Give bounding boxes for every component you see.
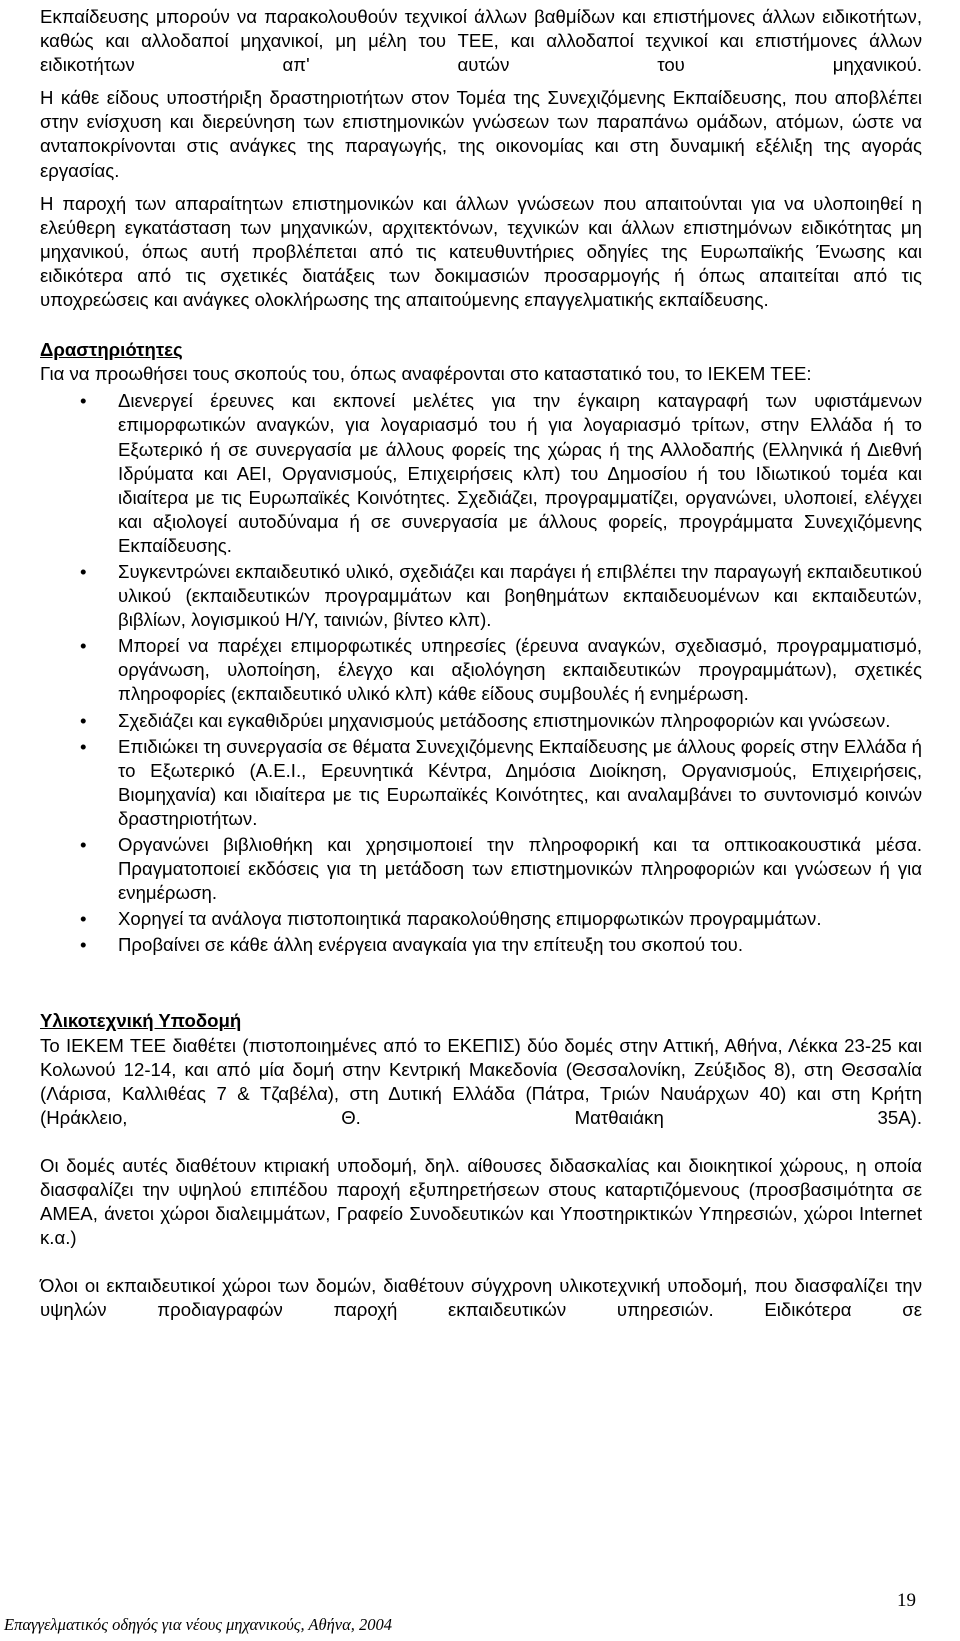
activities-list	[40, 389, 922, 957]
paragraph: Το ΙΕΚΕΜ ΤΕΕ διαθέτει (πιστοποιημένες από το ΕΚΕΠΙΣ) δύο δομές στην Αττική, Αθήνα, Λέκκα 23-25 και Κολωνού 12-14, και από μία δομή στην Κεντρική Μακεδονία (Θεσσαλονίκη, Ζεύξιδος 8), στη Θεσσαλία (Λάρισα, Καλλιθέας 7 & Τζαβέλα), στη Δυτική Ελλάδα (Πάτρα, Τριών Ναυάρχων 40) και στη Κρήτη (Ηράκλειο, Θ. Ματθαιάκη 35Α).	[40, 1034, 922, 1128]
footer-caption: Επαγγελματικός οδηγός για νέους μηχανικούς, Αθήνα, 2004	[4, 1615, 393, 1634]
bullet-icon: •	[80, 635, 87, 657]
activities-intro: Για να προωθήσει τους σκοπούς του, όπως αναφέρονται στο καταστατικό του, το ΙΕΚΕΜ ΤΕΕ:	[40, 363, 812, 385]
bullet-icon: •	[80, 560, 87, 582]
bullet-icon: •	[80, 934, 87, 956]
list-item	[40, 634, 922, 706]
list-item	[40, 560, 922, 632]
document-body	[40, 5, 922, 1323]
list-item-text: Μπορεί να παρέχει επιμορφωτικές υπηρεσίες (έρευνα αναγκών, σχεδιασμό, προγραμματισμό, οργάνωση, υλοποίηση, έλεγχο και αξιολόγηση εκπαιδευτικών προγραμμάτων), σχετικές πληροφορίες (εκπαιδευτικό υλικό κλπ) κάθε είδους συμβουλές ή ενημέρωση.	[118, 635, 922, 705]
bullet-icon: •	[80, 709, 87, 731]
list-item-text: Οργανώνει βιβλιοθήκη και χρησιμοποιεί την πληροφορική και τα οπτικοακουστικά μέσα. Πραγματοποιεί εκδόσεις για τη μετάδοση των επιστημονικών πληροφοριών και γνώσεων ή για ενημέρωση.	[118, 834, 922, 904]
list-item-text: Διενεργεί έρευνες και εκπονεί μελέτες για την έγκαιρη καταγραφή των υφιστάμενων επιμορφωτικών αναγκών, για λογαριασμό του ή για λογαριασμό τρίτων, στην Ελλάδα ή το Εξωτερικό ή σε συνεργασία με άλλους φορείς της χώρας ή της Αλλοδαπής (Ελληνικά ή Διεθνή Ιδρύματα και ΑΕΙ, Οργανισμούς, Επιχειρήσεις κλπ) του Δημοσίου ή του Ιδιωτικού τομέα και ιδιαίτερα με τις Ευρωπαϊκές Κοινότητες. Σχεδιάζει, προγραμματίζει, οργανώνει, υλοποιεί, ελέγχει και αξιολογεί αυτοδύναμα ή σε συνεργασία με άλλους φορείς, προγράμματα Συνεχιζόμενης Εκπαίδευσης.	[118, 390, 922, 556]
paragraph: Όλοι οι εκπαιδευτικοί χώροι των δομών, διαθέτουν σύγχρονη υλικοτεχνική υποδομή, που διασφαλίζει την υψηλών προδιαγραφών παροχή εκπαιδευτικών υπηρεσιών. Ειδικότερα σε	[40, 1275, 922, 1321]
list-item-text: Επιδιώκει τη συνεργασία σε θέματα Συνεχιζόμενης Εκπαίδευσης με άλλους φορείς στην Ελλάδα ή το Εξωτερικό (Α.Ε.Ι., Ερευνητικά Κέντρα, Δημόσια Διοίκηση, Οργανισμούς, Επιχειρήσεις, Βιομηχανία) και ιδιαίτερα με τις Ευρωπαϊκές Κοινότητες, και αναλαμβάνει το συντονισμό κοινών δραστηριοτήτων.	[118, 735, 922, 829]
list-item	[40, 933, 922, 957]
bullet-icon: •	[80, 390, 87, 412]
paragraph: Εκπαίδευσης μπορούν να παρακολουθούν τεχνικοί άλλων βαθμίδων και επιστήμονες άλλων ειδικοτήτων, καθώς και αλλοδαποί μηχανικοί, μη μέλη του ΤΕΕ, και αλλοδαποί τεχνικοί και επιστήμονες άλλων ειδικοτήτων απ' αυτών του μηχανικού.	[40, 6, 922, 76]
paragraph: Η παροχή των απαραίτητων επιστημονικών και άλλων γνώσεων που απαιτούνται για να υλοποιηθεί η ελεύθερη εγκατάσταση των μηχανικών, αρχιτεκτόνων, τεχνικών και άλλων επιστημόνων ειδικότητας μη μηχανικού, όπως αυτή προβλέπεται από τις κατευθυντήριες οδηγίες της Ευρωπαϊκής Ένωσης και ειδικότερα από τις σχετικές διατάξεις των δοκιμασιών προσαρμογής ή όπως απαιτείται από τις υποχρεώσεις και ανάγκες ολοκλήρωσης της απαιτούμενης επαγγελματικής εκπαίδευσης.	[40, 192, 922, 311]
bullet-icon: •	[80, 834, 87, 855]
list-item-text: Σχεδιάζει και εγκαθιδρύει μηχανισμούς μετάδοσης επιστημονικών πληροφοριών και γνώσεων.	[118, 709, 891, 731]
list-item	[40, 735, 922, 831]
paragraph: Η κάθε είδους υποστήριξη δραστηριοτήτων στον Τομέα της Συνεχιζόμενης Εκπαίδευσης, που αποβλέπει στην ενίσχυση και διερεύνηση των επιστημονικών γνώσεων των παραπάνω ομάδων, ατόμων, ώστε να ανταποκρίνονται στις ανάγκες της παραγωγής, της οικονομίας και στη δυναμική εξέλιξη της αγοράς εργασίας.	[40, 87, 922, 181]
list-item-text: Συγκεντρώνει εκπαιδευτικό υλικό, σχεδιάζει και παράγει ή επιβλέπει την παραγωγή εκπαιδευτικού υλικού (εκπαιδευτικών προγραμμάτων και βοηθημάτων εκπαιδευομένων και εκπαιδευτών, βιβλίων, λογισμικού Η/Υ, ταινιών, βίντεο κλπ).	[118, 560, 922, 631]
list-item	[40, 833, 922, 905]
list-item-text: Χορηγεί τα ανάλογα πιστοποιητικά παρακολούθησης επιμορφωτικών προγραμμάτων.	[118, 908, 822, 930]
paragraph: Οι δομές αυτές διαθέτουν κτιριακή υποδομή, δηλ. αίθουσες διδασκαλίας και διοικητικοί χώρους, η οποία διασφαλίζει την υψηλού επιπέδου παροχή εξυπηρετήσεων στους καταρτιζόμενους (προσβασιμότητα σε ΑΜΕΑ, άνετοι χώροι διαλειμμάτων, Γραφείο Συνοδευτικών και Υποστηρικτικών Υπηρεσιών, χώροι Internet κ.α.)	[40, 1154, 922, 1249]
list-item	[40, 389, 922, 558]
section-heading-infrastructure: Υλικοτεχνική Υποδομή	[40, 1010, 242, 1032]
bullet-icon: •	[80, 908, 87, 930]
list-item-text: Προβαίνει σε κάθε άλλη ενέργεια αναγκαία για την επίτευξη του σκοπού του.	[118, 934, 743, 956]
section-heading-activities: Δραστηριότητες	[40, 339, 183, 361]
list-item	[40, 709, 922, 733]
page-number: 19	[897, 1590, 916, 1611]
bullet-icon: •	[80, 735, 87, 757]
list-item	[40, 907, 922, 931]
